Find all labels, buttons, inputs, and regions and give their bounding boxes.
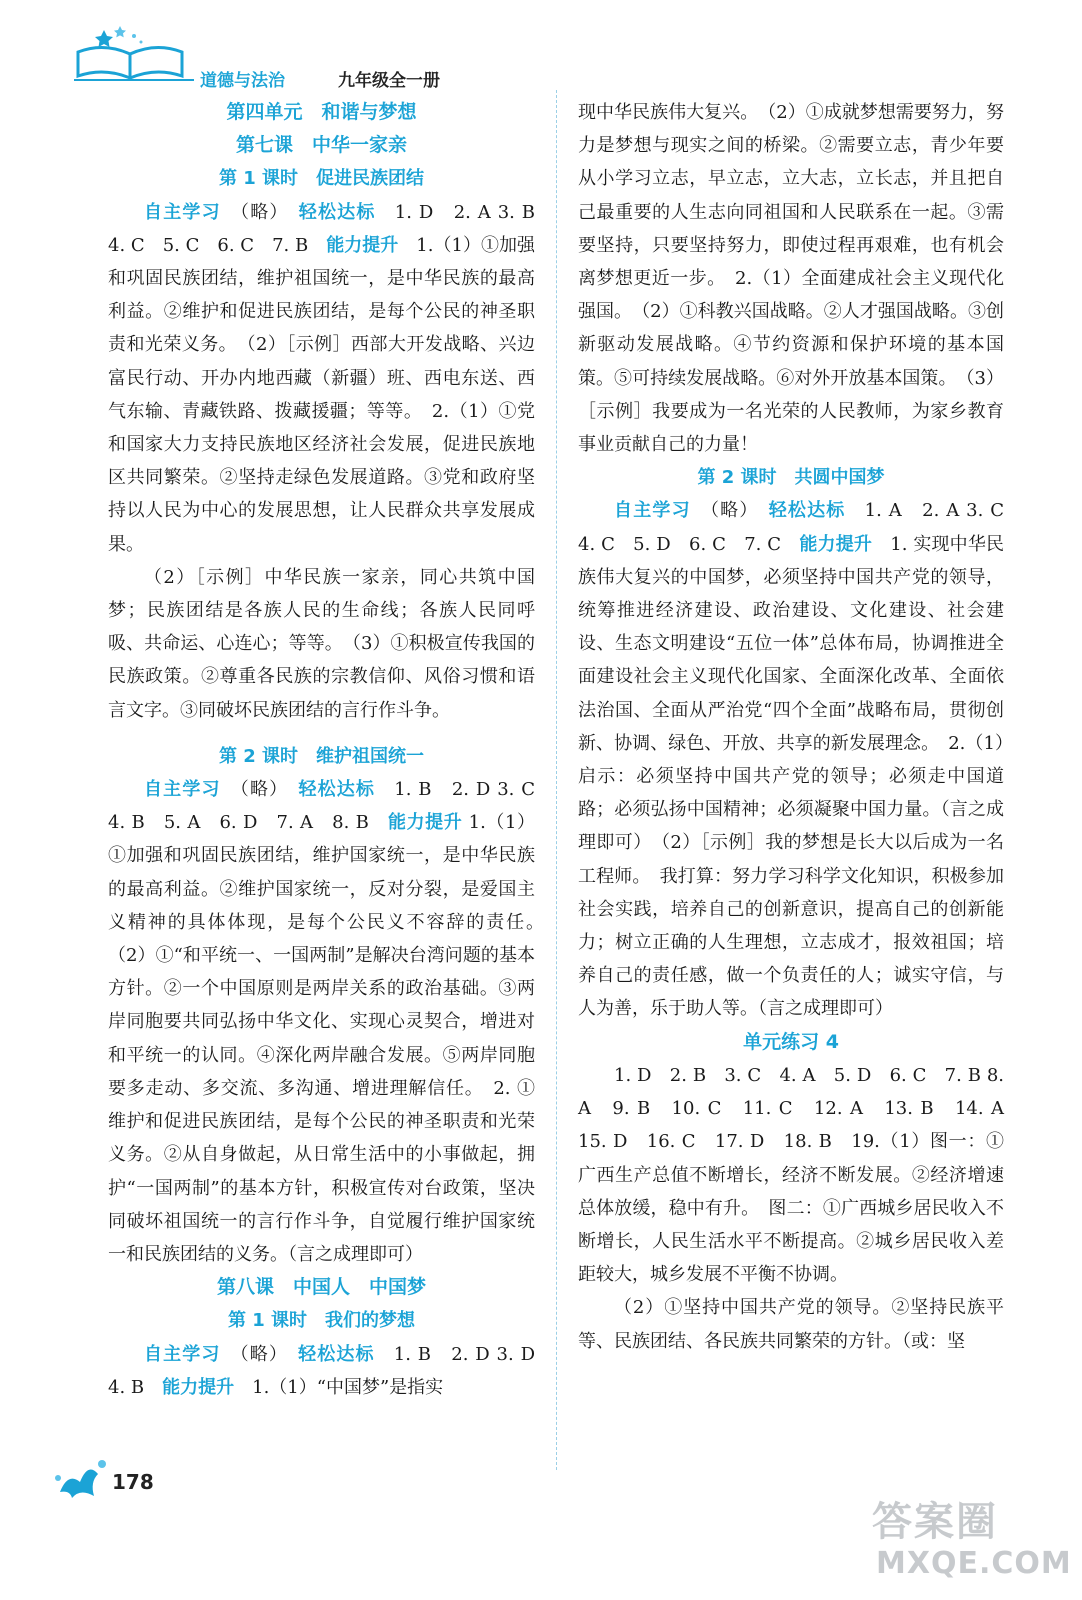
tag-ability: 能力提升 (162, 1376, 235, 1398)
answer-paragraph: 1. D 2. B 3. C 4. A 5. D 6. C 7. B 8. A 9. B 10. C 11. C 12. A 13. B 14. A 15. D 16. C 17. D 18. B 19.（1）图一：①广西生产总值不断增长，经济不断发展。②经济增速总体放缓，稳中有升。 图二：①广西城乡居民收入不断增长，人民生活水平不断提高。②城乡居民收入差距较大，城乡发展不平衡不协调。 (578, 1064, 1004, 1286)
page-number: 178 (112, 1470, 154, 1494)
tag-easy-goal: 轻松达标 (298, 1343, 375, 1365)
answer-text: 1.（1）①加强和巩固民族团结，维护国家统一，是中华民族的最高利益。②维护国家统一，反对分裂，是爱国主义精神的具体体现，是每个公民义不容辞的责任。 （2）①“和平统一、一国两制”是解决台湾问题的基本方针。②一个中国原则是两岸关系的政治基础。③两岸同胞要共同弘扬中华文化、实现心灵契合，增进对和平统一的认同。④深化两岸融合发展。⑤两岸同胞要多走动、多交流、多沟通、增进理解信任。 2. ①维护和促进民族团结，是每个公民的神圣职责和光荣义务。②从自身做起，从日常生活中的小事做起，拥护“一国两制”的基本方针，积极宣传对台政策，坚决同破坏祖国统一的言行作斗争，自觉履行维护国家统一和民族团结的义务。（言之成理即可） (108, 812, 553, 1265)
answer-paragraph: （2）［示例］中华民族一家亲，同心共筑中国梦；民族团结是各族人民的生命线；各族人民同呼吸、共命运、心连心；等等。 （3）①积极宣传我国的民族政策。②尊重各民族的宗教信仰、风俗习惯和语言文字。③同破坏民族团结的言行作斗争。 (108, 566, 535, 721)
right-column (578, 96, 1022, 1358)
tag-self-study: 自主学习 (614, 500, 691, 522)
watermark-text: 答案圈 (872, 1499, 998, 1545)
answer-text: （略） (220, 1343, 299, 1365)
answer-text: 1. D 2. A 3. B 4. C 5. C 6. C 7. B (108, 201, 554, 256)
answer-text: 1. B 2. D 3. D 4. B (108, 1343, 553, 1398)
tag-ability: 能力提升 (388, 812, 463, 834)
splash-decoration-icon (50, 1452, 110, 1502)
lesson8-title: 第八课 中国人 中国梦 (216, 1276, 426, 1299)
left-column (108, 96, 554, 1404)
answer-paragraph (108, 1338, 553, 1404)
unit-practice-title: 单元练习 4 (743, 1030, 839, 1053)
answer-text: 1. B 2. D 3. C 4. B 5. A 6. D 7. A 8. B (108, 779, 554, 834)
section-title: 第 1 课时 我们的梦想 (227, 1310, 416, 1332)
answer-text: 1. A 2. A 3. C 4. C 5. D 6. C 7. C (578, 500, 1022, 555)
answer-text: 1.（1）①加强和巩固民族团结，维护祖国统一，是中华民族的最高利益。②维护和促进民族团结，是每个公民的神圣职责和光荣义务。 （2）［示例］西部大开发战略、兴边富民行动、开办内地西藏（新疆）班、西电东送、西气东输、青藏铁路、拨藏援疆；等等。 2.（1）①党和国家大力支持民族地区经济社会发展，促进民族地区共同繁荣。②坚持走绿色发展道路。③党和政府坚持以人民为中心的发展思想，让人民群众共享发展成果。 (108, 234, 535, 555)
answer-paragraph (108, 773, 554, 1271)
section-title: 第 1 课时 促进民族团结 (218, 168, 425, 190)
answer-paragraph (108, 196, 554, 561)
tag-self-study: 自主学习 (144, 201, 221, 223)
answer-text: （略） (220, 779, 299, 801)
tag-easy-goal: 轻松达标 (768, 500, 846, 522)
open-book-icon (74, 22, 204, 84)
lesson7-title: 第七课 中华一家亲 (235, 134, 407, 157)
watermark-url: MXQE.COM (876, 1546, 1072, 1581)
page-header (74, 22, 440, 91)
tag-self-study: 自主学习 (144, 1343, 221, 1365)
tag-easy-goal: 轻松达标 (298, 779, 376, 801)
answer-text: 1. 实现中华民族伟大复兴的中国梦，必须坚持中国共产党的领导，统筹推进经济建设、政治建设、文化建设、社会建设、生态文明建设“五位一体”总体布局，协调推进全面建设社会主义现代化国家、全面深化改革、全面依法治国、全面从严治党“四个全面”战略布局，贯彻创新、协调、绿色、开放、共享的新发展理念。 2.（1）启示：必须坚持中国共产党的领导；必须走中国道路；必须弘扬中国精神；必须凝聚中国力量。（言之成理即可） （2）［示例］我的梦想是长大以后成为一名工程师。 我打算：努力学习科学文化知识，积极参加社会实践，培养自己的创新意识，提高自己的创新能力；树立正确的人生理想，立志成才，报效祖国；培养自己的责任感，做一个负责任的人；诚实守信，与人为善，乐于助人等。（言之成理即可） (578, 533, 1004, 1020)
answer-text: 1.（1）“中国梦”是指实 (234, 1376, 444, 1398)
column-divider (556, 90, 557, 1470)
section-title: 第 2 课时 维护祖国统一 (218, 745, 425, 767)
answer-paragraph: 现中华民族伟大复兴。 （2）①成就梦想需要努力，努力是梦想与现实之间的桥梁。②需要立志，青少年要从小学习立志，早立志，立大志，立长志，并且把自己最重要的人生志向同祖国和人民联系在一起。③需要坚持，只要坚持努力，即使过程再艰难，也有机会离梦想更近一步。 2.（1）全面建成社会主义现代化强国。 （2）①科教兴国战略。②人才强国战略。③创新驱动发展战略。④节约资源和保护环境的基本国策。⑤可持续发展战略。⑥对外开放基本国策。 （3）［示例］我要成为一名光荣的人民教师，为家乡教育事业贡献自己的力量！ (578, 102, 1004, 456)
watermark (872, 1490, 1072, 1590)
header-grade: 九年级全一册 (338, 71, 440, 91)
answer-paragraph: （2）①坚持中国共产党的领导。②坚持民族平等、民族团结、各民族共同繁荣的方针。（或：坚 (578, 1297, 1004, 1352)
answer-text: （略） (220, 201, 299, 223)
answer-text: （略） (690, 500, 769, 522)
tag-ability: 能力提升 (799, 533, 873, 555)
tag-ability: 能力提升 (326, 234, 399, 256)
header-subject: 道德与法治 (200, 71, 285, 91)
section-title: 第 2 课时 共圆中国梦 (697, 467, 885, 489)
tag-easy-goal: 轻松达标 (298, 201, 376, 223)
tag-self-study: 自主学习 (144, 779, 221, 801)
answer-paragraph (578, 494, 1022, 1025)
unit-title: 第四单元 和谐与梦想 (226, 101, 417, 123)
